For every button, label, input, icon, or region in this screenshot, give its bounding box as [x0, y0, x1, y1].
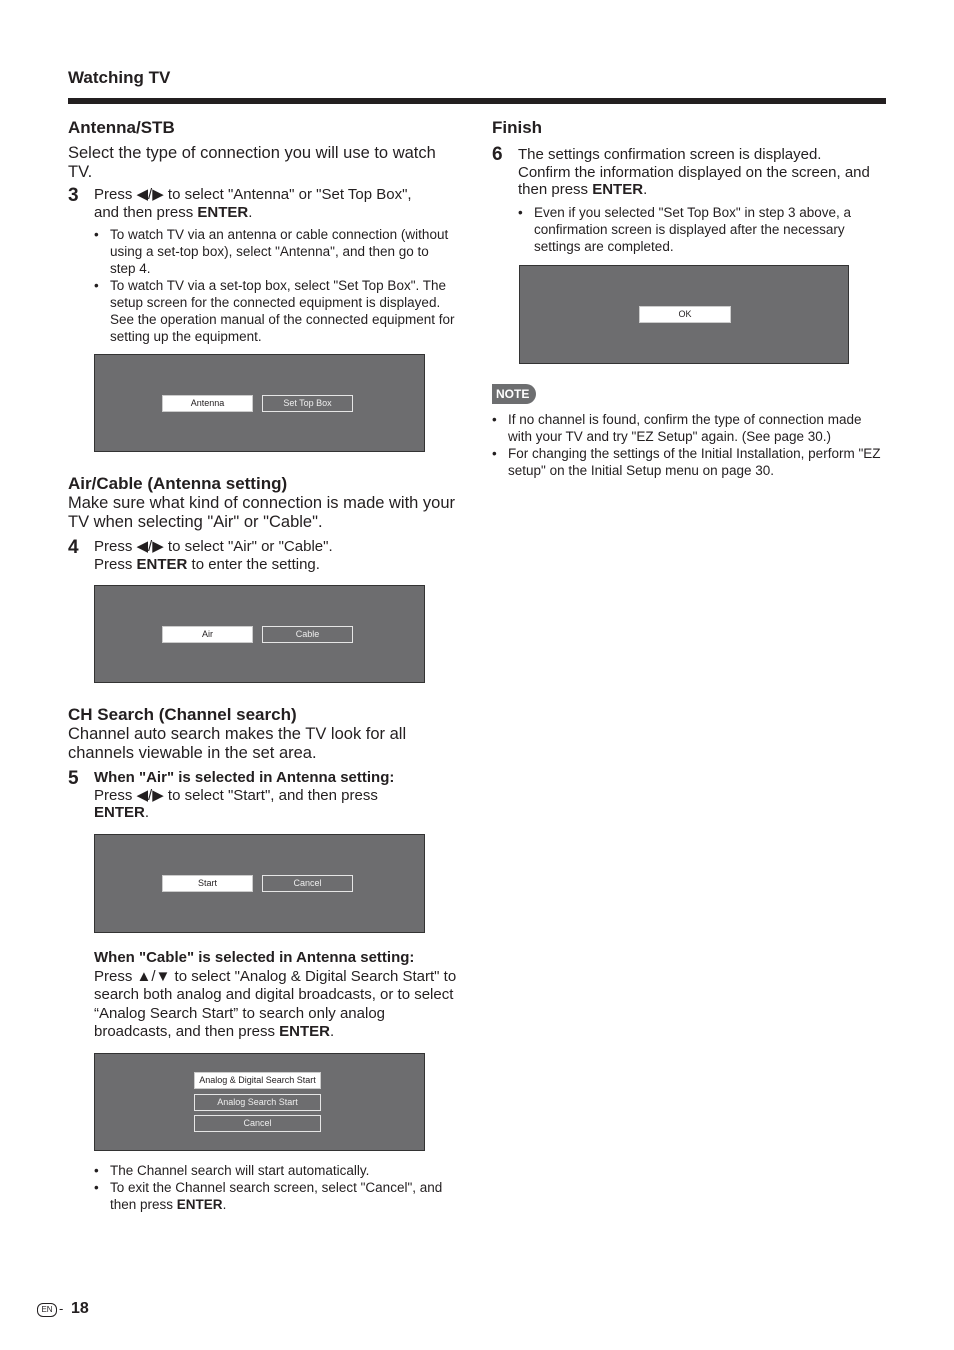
step-3-line-2: and then press ENTER.: [94, 203, 253, 221]
enter-key: ENTER: [279, 1023, 330, 1040]
cancel-option[interactable]: Cancel: [194, 1115, 321, 1132]
page-number: 18: [71, 1300, 89, 1317]
step-4-line-2: Press ENTER to enter the setting.: [94, 555, 320, 573]
step-3-line-1: Press ◀/▶ to select "Antenna" or "Set Top Box",: [94, 186, 412, 203]
cable-option[interactable]: Cable: [262, 626, 353, 643]
antenna-stb-screen: [94, 354, 425, 452]
enter-key: ENTER: [136, 555, 188, 573]
step-4-text: [94, 538, 464, 573]
list-item: • The Channel search will start automatically.: [94, 1162, 458, 1179]
air-option[interactable]: Air: [162, 626, 253, 643]
enter-key: ENTER: [197, 203, 249, 221]
step-5-air-text: [94, 769, 464, 822]
step-5-cable-body: Press ▲/▼ to select "Analog & Digital Search Start" to search both analog and digital broadcasts, or to select “Analog Search Start” to search only analog broadcasts, and then press ENTER.: [94, 967, 457, 1040]
step-4-line-1: Press ◀/▶ to select "Air" or "Cable".: [94, 538, 333, 555]
step-5-cable-text: [94, 949, 466, 1042]
list-item: • Even if you selected "Set Top Box" in step 3 above, a confirmation screen is displayed after the necessary settings are completed.: [518, 204, 878, 255]
set-top-box-option[interactable]: Set Top Box: [262, 395, 353, 412]
step-number-5: 5: [68, 768, 79, 789]
cable-subheading: When "Cable" is selected in Antenna setting:: [94, 949, 415, 966]
air-cable-intro: Make sure what kind of connection is made with your TV when selecting "Air" or "Cable".: [68, 494, 456, 531]
air-cable-screen: [94, 585, 425, 683]
list-item: • If no channel is found, confirm the type of connection made with your TV and try "EZ Setup" again. (See page 30.): [492, 411, 882, 445]
list-item: • To watch TV via a set-top box, select "Set Top Box". The setup screen for the connected equipment is displayed. See the operation manual of the connected equipment for setting up the equipment.: [94, 277, 458, 345]
step-6-text: The settings confirmation screen is displayed. Confirm the information displayed on the screen, and then press ENTER.: [518, 146, 870, 198]
list-item: • To watch TV via an antenna or cable connection (without using a set-top box), select "Antenna", and then go to step 4.: [94, 226, 458, 277]
finish-heading: Finish: [492, 118, 543, 137]
finish-bullets: [518, 204, 878, 255]
antenna-stb-bullets: [94, 226, 458, 345]
analog-search-start-option[interactable]: Analog Search Start: [194, 1094, 321, 1111]
ch-search-bullets: [94, 1162, 458, 1213]
header-rule: [68, 98, 886, 104]
section-title: Watching TV: [68, 68, 171, 87]
air-subheading: When "Air" is selected in Antenna setting:: [94, 769, 395, 786]
antenna-stb-intro: Select the type of connection you will use to watch TV.: [68, 144, 436, 181]
step-number-6: 6: [492, 144, 503, 165]
antenna-stb-heading: Antenna/STB: [68, 118, 175, 137]
step-number-3: 3: [68, 185, 79, 206]
ch-search-heading: CH Search (Channel search): [68, 705, 297, 724]
cable-search-screen: [94, 1053, 425, 1151]
enter-key: ENTER: [176, 1197, 223, 1212]
start-option[interactable]: Start: [162, 875, 253, 892]
air-cable-heading: Air/Cable (Antenna setting): [68, 474, 288, 493]
list-item: • To exit the Channel search screen, select "Cancel", and then press ENTER.: [94, 1179, 458, 1213]
list-item: • For changing the settings of the Initial Installation, perform "EZ setup" on the Initial Setup menu on page 30.: [492, 445, 882, 479]
note-badge: NOTE: [492, 384, 536, 404]
ch-search-intro: Channel auto search makes the TV look for all channels viewable in the set area.: [68, 725, 407, 762]
step-5-air-line-2: ENTER.: [94, 804, 150, 821]
air-search-screen: [94, 834, 425, 933]
step-3-text: [94, 186, 464, 221]
enter-key: ENTER: [94, 804, 145, 821]
antenna-option[interactable]: Antenna: [162, 395, 253, 412]
confirmation-screen: [519, 265, 849, 364]
step-number-4: 4: [68, 537, 79, 558]
step-5-air-line: Press ◀/▶ to select "Start", and then press: [94, 786, 378, 804]
note-list: [492, 411, 882, 479]
cancel-option[interactable]: Cancel: [262, 875, 353, 892]
ok-button[interactable]: OK: [639, 306, 731, 323]
language-badge: EN: [37, 1303, 57, 1317]
analog-digital-search-start-option[interactable]: Analog & Digital Search Start: [194, 1072, 321, 1089]
enter-key: ENTER: [592, 181, 644, 198]
page-separator: -: [59, 1301, 64, 1316]
